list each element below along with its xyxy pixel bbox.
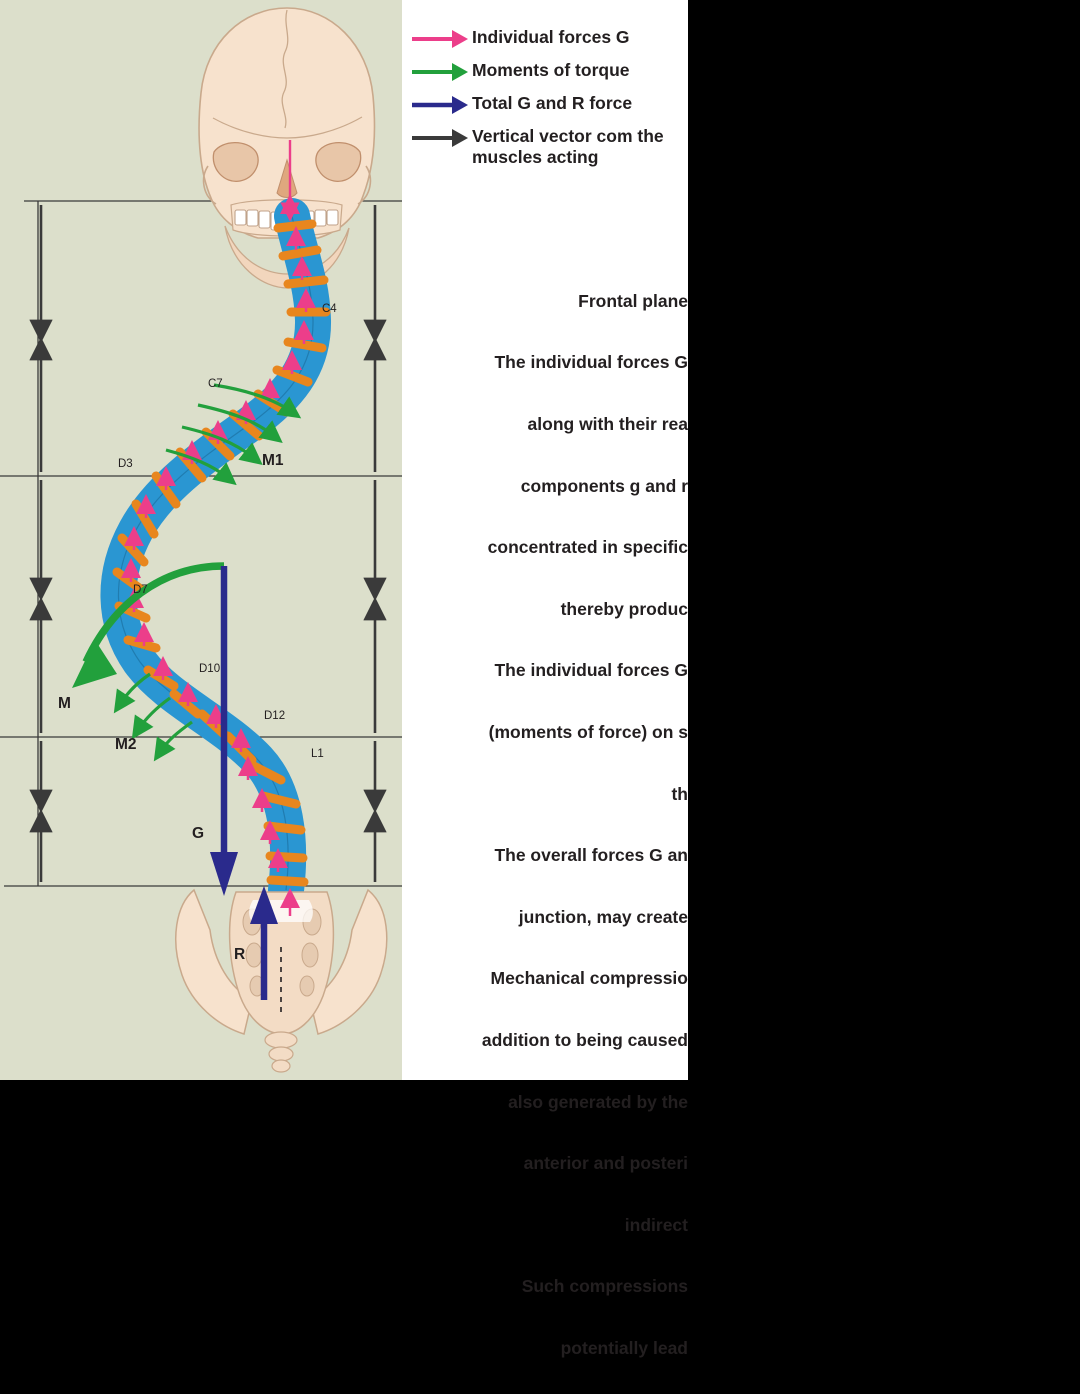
legend-label-total-forces: Total G and R force xyxy=(472,93,633,113)
reference-lines xyxy=(0,201,402,886)
legend xyxy=(402,0,688,167)
legend-item-moments xyxy=(402,55,688,88)
description-text xyxy=(402,255,688,1394)
description-title: Frontal plane xyxy=(578,290,688,311)
description-line-7: (moments of force) on s xyxy=(488,721,688,742)
vertebra-label-d10: D10 xyxy=(199,663,221,675)
legend-label-moments: Moments of torque xyxy=(472,60,630,80)
arrow-icon-darkgray xyxy=(402,121,472,154)
legend-label-individual-forces: Individual forces G xyxy=(472,27,630,47)
description-line-1: The individual forces G xyxy=(494,352,688,373)
force-label-g: G xyxy=(192,825,205,842)
arrow-icon-pink xyxy=(402,22,472,55)
legend-item-total-forces xyxy=(402,88,688,121)
description-line-12: addition to being caused xyxy=(481,1029,688,1050)
anatomy-panel xyxy=(0,0,402,1080)
description-line-11: Mechanical compressio xyxy=(490,968,688,989)
description-line-13: also generated by the xyxy=(508,1091,688,1112)
description-line-2: along with their rea xyxy=(527,413,688,434)
description-line-6: The individual forces G xyxy=(494,660,688,681)
description-line-9: The overall forces G an xyxy=(494,845,688,866)
vertebra-label-c4: C4 xyxy=(322,303,337,315)
description-line-4: concentrated in specific xyxy=(487,537,688,558)
black-mask-overlay xyxy=(688,0,1080,1080)
force-label-m2: M2 xyxy=(115,736,137,753)
description-line-14: anterior and posteri xyxy=(523,1153,688,1174)
force-label-m1: M1 xyxy=(262,452,284,469)
description-line-16: Such compressions xyxy=(521,1276,688,1297)
legend-item-individual-forces xyxy=(402,22,688,55)
vertebra-label-c7: C7 xyxy=(208,378,223,390)
spine-figure xyxy=(0,0,402,1080)
force-label-m: M xyxy=(58,695,71,712)
force-label-r: R xyxy=(234,946,246,963)
legend-item-vertical-vector xyxy=(402,121,688,167)
description-line-17: potentially lead xyxy=(560,1337,688,1358)
vertebra-label-d3: D3 xyxy=(118,458,133,470)
description-line-5: thereby produc xyxy=(560,598,688,619)
arrow-icon-green xyxy=(402,55,472,88)
vertebra-label-d7: D7 xyxy=(133,584,148,596)
moment-arrow-major-head xyxy=(72,640,117,688)
arrow-icon-darkblue xyxy=(402,88,472,121)
description-line-3: components g and r xyxy=(520,475,688,496)
vertebra-label-l1: L1 xyxy=(311,748,324,760)
description-line-10: junction, may create xyxy=(518,906,688,927)
description-line-15: indirect xyxy=(624,1214,688,1235)
vertebra-label-d12: D12 xyxy=(264,710,286,722)
description-line-8: th xyxy=(671,783,688,804)
legend-label-vertical-vector: Vertical vector com the muscles acting xyxy=(472,126,664,167)
